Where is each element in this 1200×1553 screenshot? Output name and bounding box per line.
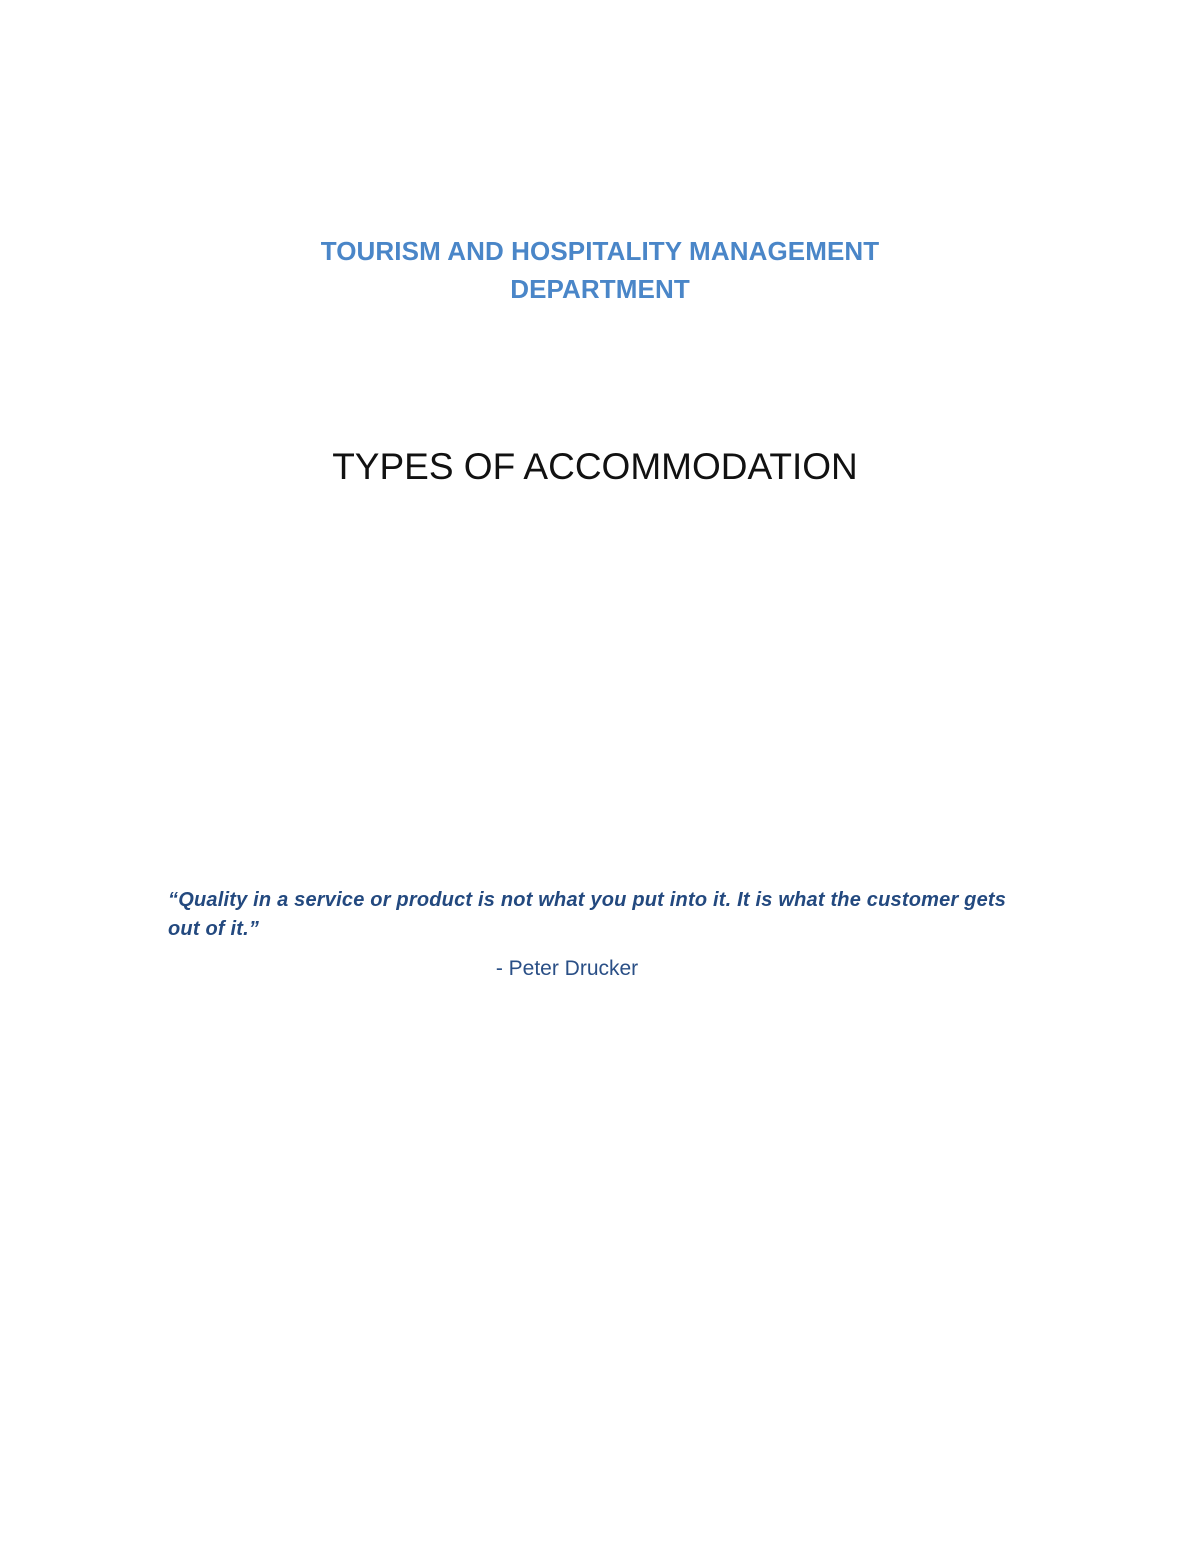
document-title: TYPES OF ACCOMMODATION bbox=[332, 446, 858, 487]
department-line-1: TOURISM AND HOSPITALITY MANAGEMENT bbox=[320, 236, 880, 266]
department-heading bbox=[0, 232, 1200, 308]
department-line-2: DEPARTMENT bbox=[510, 274, 690, 304]
quote-text: “Quality in a service or product is not what you put into it. It is what the customer gets out of it.” bbox=[168, 889, 1007, 940]
quote-attribution: - Peter Drucker bbox=[495, 957, 639, 980]
